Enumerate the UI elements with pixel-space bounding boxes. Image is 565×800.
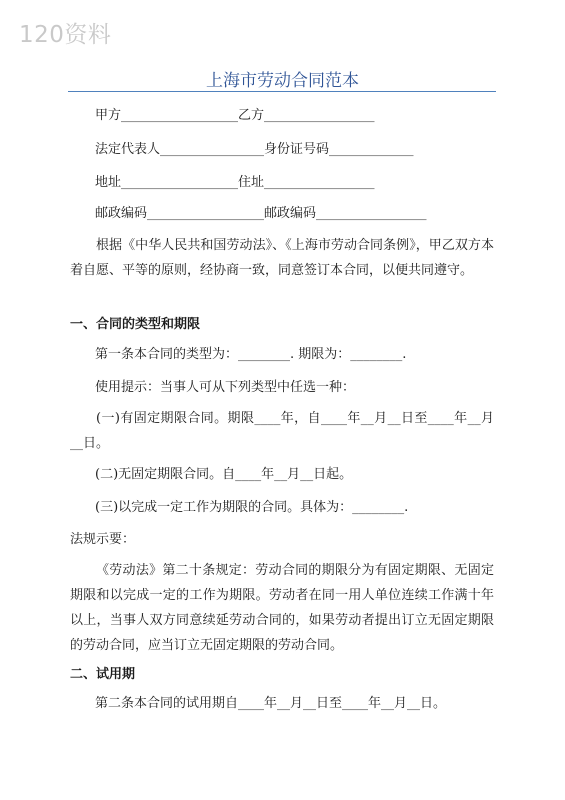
law-excerpt-text: 《劳动法》第二十条规定：劳动合同的期限分为有固定期限、无固定期限和以完成一定的工作为期限。劳动者在同一用人单位连续工作满十年以上，当事人双方同意续延劳动合同的，如果劳动者提出订立无固定期限的劳动合同，应当订立无固定期限的劳动合同。 (70, 563, 494, 653)
article-1: 第一条本合同的类型为：________. 期限为：________. (95, 347, 407, 362)
law-excerpt-label: 法规示要： (70, 532, 136, 547)
option-task-based: (三)以完成一定工作为期限的合同。具体为：________. (95, 500, 409, 515)
article-2: 第二条本合同的试用期自____年__月__日至____年__月__日。 (95, 696, 447, 711)
section-heading-contract-type: 一、合同的类型和期限 (70, 317, 201, 332)
usage-tip: 使用提示：当事人可从下列类型中任选一种： (95, 380, 356, 395)
field-address: 地址__________________住址_________________ (95, 175, 375, 190)
intro-paragraph: 根据《中华人民共和国劳动法》、《上海市劳动合同条例》，甲乙双方本着自愿、平等的原则，经协商一致，同意签订本合同，以便共同遵守。 (70, 238, 494, 278)
field-party-a-b: 甲方__________________乙方_________________ (95, 108, 375, 123)
section-heading-probation: 二、试用期 (70, 667, 136, 682)
field-legal-rep-id: 法定代表人________________身份证号码_____________ (95, 142, 414, 157)
document-title: 上海市劳动合同范本 (206, 71, 359, 91)
option-fixed-term: (一)有固定期限合同。期限____年，自____年__月__日至____年__月__日。 (70, 411, 494, 451)
field-postal-code: 邮政编码__________________邮政编码_________________ (95, 206, 427, 221)
option-open-ended: (二)无固定期限合同。自____年__月__日起。 (95, 467, 353, 482)
watermark-logo: 120资料 (19, 22, 112, 48)
title-divider (68, 91, 496, 92)
